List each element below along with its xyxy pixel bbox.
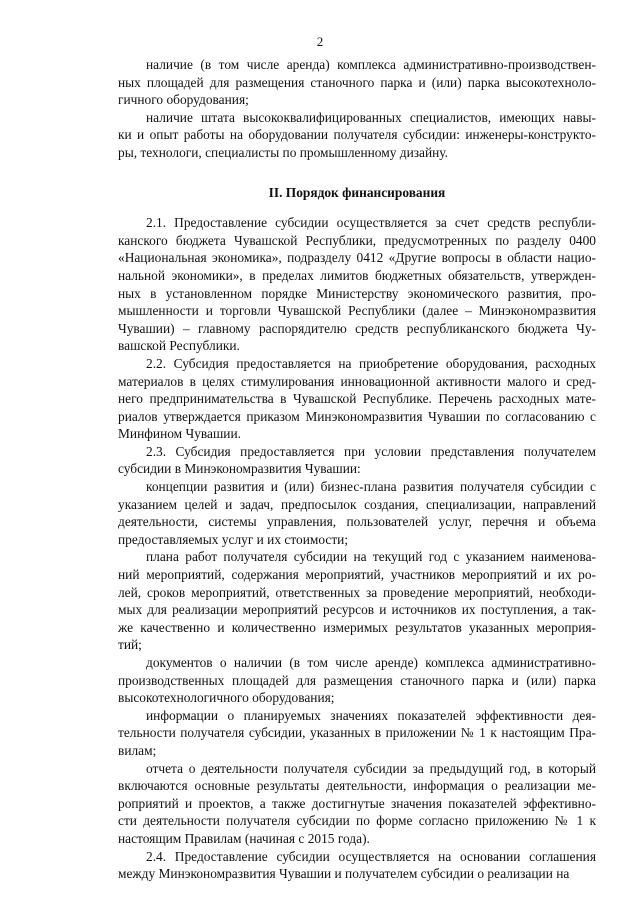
- text-line: 2.3. Субсидия предоставляется при условии представления получателем: [146, 443, 596, 459]
- text-line: вилам;: [118, 742, 157, 758]
- text-line: ных в установленном порядке Министерству экономического развития, про-: [118, 285, 596, 301]
- text-line: ки и опыт работы на оборудовании получателя субсидии: инженеры-конструкто-: [118, 127, 596, 143]
- text-line: 2.1. Предоставление субсидии осуществляется за счет средств республи-: [146, 215, 596, 231]
- text-line: Чувашии) – главному распорядителю средств республиканского бюджета Чу-: [118, 320, 596, 336]
- text-line: «Национальная экономика», подразделу 0412 «Другие вопросы в области нацио-: [118, 250, 596, 266]
- text-line: канского бюджета Чувашской Республики, предусмотренных по разделу 0400: [118, 232, 596, 248]
- text-line: концепции развития и (или) бизнес-плана развития получателя субсидии с: [146, 479, 596, 495]
- text-line: включаются основные результаты деятельности, информация о реализации ме-: [118, 778, 596, 794]
- paragraph: [118, 760, 596, 848]
- text-line: Минфином Чувашии.: [118, 426, 241, 442]
- paragraph: [118, 443, 596, 478]
- text-line: сти деятельности получателя субсидии по форме согласно приложению № 1 к: [118, 813, 596, 829]
- intro-paragraphs: [118, 56, 596, 162]
- text-line: тельности получателя субсидии, указанных в приложении № 1 к настоящим Пра-: [118, 725, 596, 741]
- paragraph: [118, 109, 596, 162]
- text-line: тий;: [118, 637, 142, 653]
- text-line: гичного оборудования;: [118, 92, 249, 108]
- text-line: наличие (в том числе аренда) комплекса административно-производствен-: [146, 57, 596, 72]
- paragraph: [118, 707, 596, 760]
- text-line: риалов утверждается приказом Минэкономразвития Чувашии по согласованию с: [118, 408, 596, 424]
- text-line: документов о наличии (в том числе аренде) комплекса административно-: [146, 655, 596, 670]
- section-heading: II. Порядок финансирования: [268, 184, 446, 200]
- text-line: 2.4. Предоставление субсидии осуществляется на основании соглашения: [146, 848, 596, 864]
- text-line: 2.2. Субсидия предоставляется на приобретение оборудования, расходных: [146, 355, 596, 371]
- text-line: между Минэкономразвития Чувашии и получателем субсидии о реализации на: [118, 866, 570, 882]
- text-line: нальной экономики», в пределах лимитов бюджетных обязательств, утвержден-: [118, 267, 596, 283]
- text-line: высокотехнологичного оборудования;: [118, 690, 335, 706]
- text-line: деятельности, системы управления, пользователей услуг, перечня и объема: [118, 514, 596, 530]
- text-line: ний мероприятий, содержания мероприятий, участников мероприятий и их ро-: [118, 567, 596, 583]
- document-body: [118, 56, 596, 883]
- text-line: субсидии в Минэкономразвития Чувашии:: [118, 461, 361, 477]
- text-line: ры, технологи, специалисты по промышленному дизайну.: [118, 144, 449, 160]
- paragraph: [118, 214, 596, 355]
- text-line: предоставляемых услуг и их стоимости;: [118, 531, 349, 547]
- text-line: вашской Республики.: [118, 338, 240, 354]
- text-line: ных площадей для размещения станочного парка и (или) парка высокотехноло-: [118, 74, 596, 90]
- text-line: производственных площадей для размещения станочного парка и (или) парка: [118, 672, 596, 688]
- text-line: же качественно и количественно измеримых результатов указанных мероприя-: [118, 619, 596, 635]
- text-line: информации о планируемых значениях показателей эффективности дея-: [146, 707, 596, 723]
- text-line: мышленности и торговли Чувашской Республики (далее – Минэкономразвития: [118, 303, 596, 319]
- text-line: наличие штата высококвалифицированных специалистов, имеющих навы-: [146, 109, 596, 125]
- text-line: него предпринимательства в Чувашской Республике. Перечень расходных мате-: [118, 391, 596, 407]
- paragraph: [118, 848, 596, 883]
- paragraph: [118, 355, 596, 443]
- text-line: настоящим Правилам (начиная с 2015 года).: [118, 830, 370, 846]
- text-line: отчета о деятельности получателя субсидии за предыдущий год, в который: [146, 760, 596, 776]
- text-line: мых для реализации мероприятий ресурсов и источников их поступления, а так-: [118, 602, 596, 618]
- text-line: лей, сроков мероприятий, ответственных за проведение мероприятий, необходи-: [118, 584, 596, 600]
- paragraph: [118, 56, 596, 109]
- text-line: роприятий и проектов, а также достигнутые значения показателей эффективно-: [118, 795, 596, 811]
- paragraph: [118, 548, 596, 654]
- paragraph: [118, 654, 596, 707]
- text-line: плана работ получателя субсидии на текущий год с указанием наименова-: [146, 549, 596, 565]
- page-number: 2: [316, 34, 324, 49]
- text-line: указанием целей и задач, предпосылок создания, специализации, направлений: [118, 496, 596, 512]
- text-line: материалов в целях стимулирования инновационной активности малого и сред-: [118, 373, 596, 389]
- section-paragraphs: [118, 214, 596, 883]
- paragraph: [118, 478, 596, 548]
